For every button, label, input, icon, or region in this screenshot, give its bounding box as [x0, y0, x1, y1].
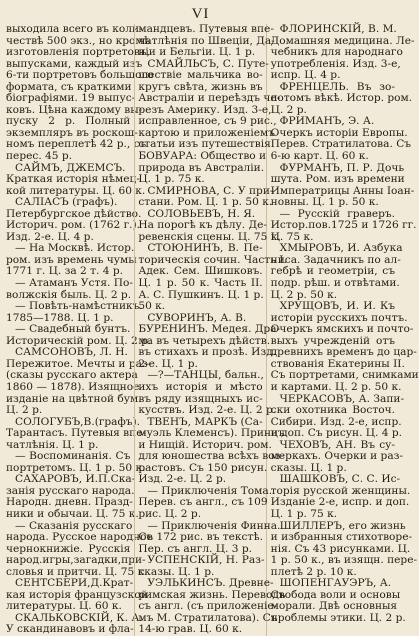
text-line: ТВЕНЪ, МАРКЪ (Са-: [147, 415, 263, 428]
text-line: проблемы этики. Ц. 2 р.: [270, 611, 406, 624]
text-line: Съ 172 рис. въ текстѣ.: [138, 531, 264, 544]
text-line: ихъ исторія и мѣсто: [138, 380, 263, 393]
text-line: ніи и Бельгіи. Ц. 1 р.: [138, 46, 256, 59]
text-line: СТОЮНИНЪ, В. Пе-: [147, 242, 263, 255]
text-line: нія. Съ 43 рисунками. Ц.: [270, 542, 411, 555]
text-line: ХМЫРОВЪ, И. Азбука: [279, 242, 403, 255]
text-line: СМИРНОВА, С. У при-: [147, 184, 274, 197]
text-line: Изд. 2-е. Ц. 4 р.: [6, 230, 94, 243]
text-line: ниса. Задачникъ по ал-: [270, 253, 401, 266]
text-line: Истор.пов.1725 и 1726 гг.: [270, 219, 417, 232]
text-line: Сибири. Изд. 2-е, испр.: [270, 415, 402, 428]
text-line: ЧЕХОВЪ, АН. Въ су-: [279, 438, 395, 451]
text-line: кусствъ. Изд. 2-е. Ц. 2 р.: [138, 404, 277, 417]
text-line: выпусками, каждый изъ: [6, 57, 143, 70]
text-line: Императрицы Анны Іоан-: [270, 184, 415, 197]
text-line: А. С. Пушкинъ. Ц. 1 р.: [138, 288, 264, 301]
text-line: СУВОРИНЪ, А. В.: [147, 311, 247, 324]
text-line: Историческій ром. Ц. 2 р.: [6, 334, 152, 347]
text-line: мъ М. Стратилатова). Съ: [138, 611, 278, 624]
text-line: для юношества всѣхъ воз-: [138, 450, 284, 463]
text-line: Пережитое. Мечты и раз-: [6, 357, 152, 370]
text-line: статьи изъ путешествія: [138, 138, 271, 151]
text-line: природа въ Австраліи.: [138, 161, 265, 174]
text-line: САЙМЪ, ДЖЕМСЪ.: [15, 161, 126, 174]
text-line: Ц. 1 р. 75 к.: [138, 173, 205, 186]
text-line: 1771 г. Ц. за 2 т. 4 р.: [6, 265, 124, 278]
text-line: 2-е. Ц. 1 р.: [138, 357, 198, 370]
text-line: плетѣ 2 р. 10 к.: [270, 565, 357, 578]
text-line: САЛІАСЪ (графъ).: [15, 196, 118, 209]
text-line: ФРЕНЦЕЛЬ. Въ зо-: [279, 80, 395, 93]
text-line: Ц. 75 к.: [270, 230, 314, 243]
text-line: — Приключенія Финна.: [147, 519, 281, 532]
text-line: въ стихахъ и прозѣ. Изд.: [138, 346, 277, 359]
text-line: СОЛОВЬЕВЪ, Н. Я.: [147, 207, 256, 220]
text-line: выхъ учрежденій отъ: [270, 334, 395, 347]
text-line: стани. Ром. Ц. 1 р. 50 к.: [138, 196, 273, 209]
text-line: портретомъ. Ц. 1 р. 50 к.: [6, 461, 146, 474]
text-line: 1 р. 50 к., въ изящн. пере-: [270, 554, 418, 567]
text-line: — Атаманъ Устя. По-: [15, 277, 133, 290]
text-line: — Приключенія Тома.: [147, 484, 273, 497]
text-line: ники и обычаи. Ц. 75 к.: [6, 507, 139, 520]
text-line: СМАЙЛЬСЪ, С. Путе-: [147, 57, 269, 70]
text-line: перес. 45 р.: [6, 150, 73, 163]
text-line: пуску 2 р. Полный: [6, 115, 131, 128]
text-line: и избранныя стихотворе-: [270, 531, 413, 544]
text-line: Пер. съ англ. Ц. 3 р.: [138, 542, 253, 555]
text-line: ФРИМАНЪ, Э. А.: [279, 115, 375, 128]
text-line: исправленное, съ 9 рис.,: [138, 115, 277, 128]
text-line: САМСОНОВЪ, Л. Н.: [15, 346, 128, 359]
text-line: Изданіе 2-е, испр. и доп.: [270, 496, 410, 509]
text-line: ром. изъ времень чумы: [6, 253, 137, 266]
text-line: (сказы русскаго актера: [6, 369, 138, 382]
text-line: Перев. съ англ., съ 109: [138, 496, 268, 509]
text-line: въ ряду изящныхъ ис-: [138, 392, 263, 405]
text-line: Австраліи и переѣздъ че-: [138, 92, 281, 105]
text-line: употребленія. Изд. 3-е,: [270, 57, 401, 70]
text-line: Съ портретами, снимками: [270, 369, 419, 382]
text-line: кая исторія французской: [6, 588, 148, 601]
text-line: — Русскій граверъ.: [279, 207, 395, 220]
text-line: и доп. Съ рисун. Ц. 4 р.: [270, 427, 403, 440]
text-line: торическія сочин. Часть I.: [138, 253, 287, 266]
text-line: — Сказанія русскаго: [15, 519, 133, 532]
text-line: сказы. Ц. 1 р.: [270, 461, 347, 474]
text-line: подр. рѣш. и отвѣтами.: [270, 277, 400, 290]
text-line: гебрѣ и геометріи, съ: [270, 265, 395, 278]
text-line: номъ переплетѣ 42 р., съ: [6, 138, 147, 151]
text-line: Тарантасъ. Путевыя впе-: [6, 427, 147, 440]
text-line: УСПЕНСКІЙ, Н. Раз-: [147, 554, 265, 567]
text-line: кругъ свѣта, жизнь въ: [138, 80, 263, 93]
text-line: и Нищій. Историч. ром.: [138, 438, 272, 451]
text-line: лотомъ вѣкѣ. Истор. ром.: [270, 92, 413, 105]
text-line: Изд. 2-е. Ц. 2 р.: [138, 473, 227, 486]
text-line: муэль Клеменсъ). Принцъ: [138, 427, 285, 440]
text-line: выходила всего въ коли-: [6, 23, 143, 35]
text-line: древнихъ временъ до цар-: [270, 346, 417, 359]
column-3: [270, 23, 419, 636]
text-line: ФЛОРИНСКІЙ, В. М.: [279, 23, 397, 35]
column-1: [6, 23, 154, 636]
text-line: исторіи русскихъ почтъ.: [270, 311, 408, 324]
text-line: меркахъ. Очерки и раз-: [270, 450, 404, 463]
text-line: съ англ. (съ приложеніе-: [138, 600, 278, 613]
text-line: Адек. Сем. Шишковъ.: [138, 265, 263, 278]
text-line: Свобода воли и основы: [270, 588, 401, 601]
text-line: Ц. 2 р.: [270, 103, 307, 116]
text-line: 6-ю карт. Ц. 60 к.: [270, 150, 369, 163]
text-line: экземпляръ въ роскош-: [6, 126, 138, 139]
text-line: испр. Ц. 4 р.: [270, 69, 341, 82]
text-line: народа. Русское народное: [6, 531, 153, 544]
text-line: картою и приложеніемъ: [138, 126, 276, 139]
text-line: ФУРМАНЪ, П. Р. Дочь: [279, 161, 405, 174]
text-line: 14-ю грав. Ц. 60 к.: [138, 623, 243, 636]
text-line: кой литературы. Ц. 60 к.: [6, 184, 146, 197]
text-line: ЧЕРКАСОВЪ, А. Запи-: [279, 392, 405, 405]
text-line: СЕНТСБЕРИ,Д.Крат-: [15, 577, 134, 590]
text-line: Очеркъ ямскихъ и почто-: [270, 323, 414, 336]
text-line: ковъ. Цѣна каждому вы-: [6, 103, 143, 116]
text-line: изданіе на цвѣтной бум.: [6, 392, 142, 405]
text-line: ШОПЕНГАУЭРЪ, А.: [279, 577, 392, 590]
text-line: У скандинавовъ и фла-: [6, 623, 134, 636]
text-line: — На Москвѣ. Истор.: [15, 242, 135, 255]
text-line: Ц. 2 р. 50 к.: [270, 288, 338, 301]
columns: [6, 23, 419, 636]
column-2: [134, 23, 287, 636]
text-line: сказы. Ц. 1 р.: [138, 565, 215, 578]
text-line: рис. Ц. 2 р.: [138, 507, 202, 520]
text-line: и картами. Ц. 2 р. 50 к.: [270, 380, 402, 393]
text-line: чатлѣнія по Швеціи, Да-: [138, 34, 275, 47]
text-line: волжскія быль. Ц. 2 р.: [6, 288, 132, 301]
text-line: чатлѣнія. Ц. 1 р.: [6, 438, 99, 451]
text-line: Народн. дневн. Празд-: [6, 496, 133, 509]
text-line: Ц. 1 р. 50 к. Часть II.: [138, 277, 263, 290]
text-line: ревенскія сцены. Ц. 75 к.: [138, 230, 281, 243]
text-line: Историч. ром. (1762 г.).: [6, 219, 141, 232]
text-line: біографіями. 19 выпус-: [6, 92, 136, 105]
text-line: Перев. Стратилатова. Съ: [270, 138, 412, 151]
text-line: СКАЛЬКОВСКІЙ, К. А.: [15, 611, 143, 624]
text-line: чернокнижіе. Русскія: [6, 542, 131, 555]
text-line: ШАШКОВЪ, С. С. Ис-: [279, 473, 401, 486]
text-line: шествіе мальчика во-: [138, 69, 263, 82]
text-line: — Свадебный бунтъ.: [15, 323, 131, 336]
text-line: УЭЛЬКИНСЪ. Древне-: [147, 577, 274, 590]
text-line: резъ Америку. Изд. 3-е,: [138, 103, 272, 116]
text-line: Краткая исторія нѣмец-: [6, 173, 140, 186]
text-line: СОЛОГУБЪ,В.(графъ).: [15, 415, 141, 428]
text-line: 1860 — 1878). Изящное: [6, 380, 140, 393]
text-line: растовъ. Съ 150 рисун.: [138, 461, 268, 474]
text-line: САХАРОВЪ, И.П.Ска-: [15, 473, 136, 486]
text-line: морали. Двѣ основныя: [270, 600, 398, 613]
text-line: новны. Ц. 1 р. 50 к.: [270, 196, 379, 209]
text-line: БОВУАРА: Общество и: [138, 150, 267, 163]
text-line: чествѣ 500 экз., но кромѣ: [6, 34, 151, 47]
text-line: занія русскаго народа.: [6, 484, 135, 497]
text-line: ШИЛЛЕРЪ, его жизнь: [279, 519, 406, 532]
text-line: торія русской женщины.: [270, 484, 411, 497]
text-line: —?—ТАНЦЫ, бальн.,: [147, 369, 264, 382]
text-line: мандцевъ. Путевыя впе-: [138, 23, 274, 35]
text-line: литературы. Ц. 60 к.: [6, 600, 122, 613]
text-line: изготовленія портретовъ,: [6, 46, 150, 59]
text-line: ствованія Екатерины II.: [270, 357, 405, 370]
text-line: Домашняя медицина. Ле-: [270, 34, 415, 47]
text-line: народ.игры,загадки,при-: [6, 554, 146, 567]
text-line: Очеркъ исторіи Европы.: [270, 126, 408, 139]
text-line: БУРЕНИНЪ. Медея. Дра-: [138, 323, 281, 336]
text-line: На порогѣ къ дѣлу. Де-: [138, 219, 267, 232]
text-line: ски охотника Восточ.: [270, 404, 395, 417]
text-line: ХРУЩОВЪ, И. И. Къ: [279, 300, 395, 313]
text-line: словья и притчи. Ц. 75 к.: [6, 565, 148, 578]
page-number: VI: [191, 6, 210, 22]
text-line: ма въ четырехъ дѣйств.: [138, 334, 271, 347]
text-line: 50 к.: [138, 300, 166, 313]
text-line: чебникъ для народнаго: [270, 46, 403, 59]
text-line: — Повѣть-намѣстникъ.: [15, 300, 143, 313]
text-line: — Воспоминанія. Съ: [15, 450, 131, 463]
text-line: шута. Ром. изъ времени: [270, 173, 405, 186]
text-line: 6-ти портретовъ большого: [6, 69, 154, 82]
text-line: формата, съ краткими: [6, 80, 132, 93]
text-line: римская жизнь. Переводъ: [138, 588, 286, 601]
text-line: Петербургское дѣйство.: [6, 207, 142, 220]
text-line: 1785—1788. Ц. 1 р.: [6, 311, 114, 324]
text-line: Ц. 2 р.: [6, 404, 43, 417]
text-line: Ц. 1 р. 75 к.: [270, 507, 338, 520]
